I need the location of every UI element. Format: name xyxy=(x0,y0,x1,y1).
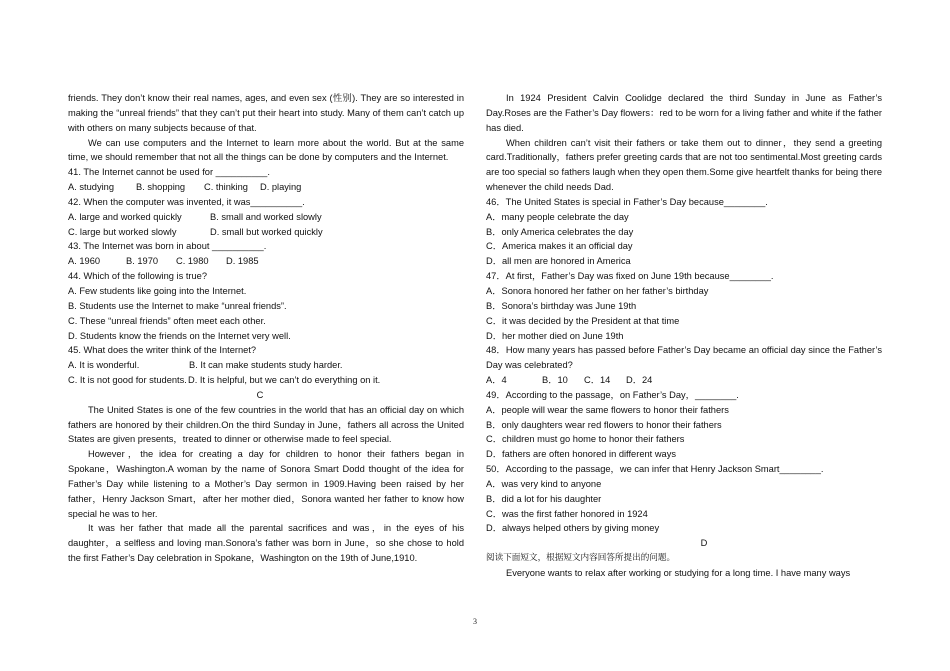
option-b: B. Students use the Internet to make “unreal friends”. xyxy=(68,300,287,311)
question-42-options xyxy=(68,210,464,225)
option-a: A．people will wear the same flowers to honor their fathers xyxy=(486,404,729,415)
option-a: A．Sonora honored her father on her father’s birthday xyxy=(486,285,709,296)
passage-c-paragraph: It was her father that made all the parental sacrifices and was，in the eyes of his daughter，a selfless and loving man.Sonora’s father was born in June，so she chose to hold the first Father’s Day celebration in Spokane，Washington on the 19th of June,1910. xyxy=(68,523,464,564)
question-46-stem: 46．The United States is special in Father’s Day because________. xyxy=(486,196,768,207)
option-c: C. These “unreal friends” often meet each other. xyxy=(68,315,266,326)
option-d: D．24 xyxy=(626,375,653,386)
option-b: B．10 xyxy=(542,375,568,386)
question-43-options xyxy=(68,254,464,269)
option-d: D．fathers are often honored in different ways xyxy=(486,449,677,460)
question-47-stem: 47．At first，Father’s Day was fixed on June 19th because________. xyxy=(486,271,774,282)
option-d: D．all men are honored in America xyxy=(486,256,631,267)
question-41-options xyxy=(68,180,464,195)
question-44-stem: 44. Which of the following is true? xyxy=(68,271,208,282)
left-column xyxy=(68,91,464,566)
option-c: C．it was decided by the President at that time xyxy=(486,315,680,326)
passage-c-paragraph: When children can’t visit their fathers or take them out to dinner，they send a greeting card.Traditionally，fathers prefer greeting cards that are not too sentimental.Most greeting cards are too special so fathers laugh when they open them.Some give heartfelt thanks for being there whenever the child needs Dad. xyxy=(486,137,883,193)
question-48-stem: 48．How many years has passed before Father’s Day became an official day since the Father’s Day was celebrated? xyxy=(486,345,882,371)
question-43-stem: 43. The Internet was born in about __________. xyxy=(68,241,267,252)
option-b: B．only daughters wear red flowers to honor their fathers xyxy=(486,419,722,430)
option-a: A．was very kind to anyone xyxy=(486,478,602,489)
question-45-options xyxy=(68,373,464,388)
option-c: C. large but worked slowly xyxy=(68,226,177,237)
passage-c-paragraph: However，the idea for creating a day for children to honor their fathers began in Spokane，Washington.A woman by the name of Sonora Smart Dodd thought of the idea for Father’s Day while listening to a Mother’s Day sermon in 1909.Having been raised by her father，Henry Jackson Smart，after her mother died，Sonora wanted her father to know how special he was to her. xyxy=(68,449,464,519)
option-a: A. large and worked quickly xyxy=(68,211,182,222)
question-42-options xyxy=(68,225,464,240)
question-41-stem: 41. The Internet cannot be used for __________. xyxy=(68,167,270,178)
option-c: C．children must go home to honor their fathers xyxy=(486,434,685,445)
option-b: B. small and worked slowly xyxy=(210,211,322,222)
option-d: D. small but worked quickly xyxy=(210,226,323,237)
page-number: 3 xyxy=(473,617,477,626)
passage-b-paragraph: friends. They don’t know their real names, ages, and even sex (性别). They are so interested in making the “unreal friends” that they can’t put their heart into study. Many of them can’t catch up with others on many subjects because of that. xyxy=(68,93,464,133)
option-b: B．Sonora’s birthday was June 19th xyxy=(486,300,637,311)
passage-c-paragraph: The United States is one of the few countries in the world that has an official day on which fathers are honored by their children.On the third Sunday in June，fathers all across the United States are given presents，treated to dinner or otherwise made to feel special. xyxy=(68,404,464,445)
option-a: A．many people celebrate the day xyxy=(486,211,629,222)
option-b: B．did a lot for his daughter xyxy=(486,493,602,504)
option-d: D. playing xyxy=(260,182,302,193)
option-d: D. It is helpful, but we can’t do everything on it. xyxy=(188,375,381,386)
option-c: C. It is not good for students. xyxy=(68,375,187,386)
option-d: D．always helped others by giving money xyxy=(486,523,660,534)
option-b: B．only America celebrates the day xyxy=(486,226,634,237)
question-50-stem: 50．According to the passage，we can infer that Henry Jackson Smart________. xyxy=(486,464,824,475)
passage-d-paragraph: Everyone wants to relax after working or studying for a long time. I have many ways xyxy=(506,568,851,578)
option-b: B. shopping xyxy=(136,182,186,193)
option-c: C. thinking xyxy=(204,182,248,193)
option-d: D．her mother died on June 19th xyxy=(486,330,624,341)
passage-c-paragraph: In 1924 President Calvin Coolidge declared the third Sunday in June as Father’s Day.Roses are the Father’s Day flowers：red to be worn for a living father and white if the father has died. xyxy=(486,93,882,133)
option-c: C. 1980 xyxy=(176,256,209,267)
section-heading-d: D xyxy=(700,538,708,549)
option-b: B. It can make students study harder. xyxy=(189,360,343,371)
option-a: A. Few students like going into the Internet. xyxy=(68,285,247,296)
option-a: A. studying xyxy=(68,182,114,193)
option-d: D. Students know the friends on the Internet very well. xyxy=(68,330,291,341)
option-d: D. 1985 xyxy=(226,256,259,267)
passage-d-instruction: 阅读下面短文，根据短文内容回答所提出的问题。 xyxy=(486,553,676,564)
option-c: C．14 xyxy=(584,375,611,386)
question-42-stem: 42. When the computer was invented, it was__________. xyxy=(68,196,305,207)
passage-b-paragraph: We can use computers and the Internet to learn more about the world. But at the same time, we should remember that not all the things can be done by computers and the Internet. xyxy=(68,137,464,163)
option-a: A. It is wonderful. xyxy=(68,360,140,371)
right-column xyxy=(486,91,882,581)
option-c: C．America makes it an official day xyxy=(486,241,633,252)
option-b: B. 1970 xyxy=(126,256,159,267)
option-a: A．4 xyxy=(486,375,507,386)
question-45-stem: 45. What does the writer think of the Internet? xyxy=(68,345,257,356)
question-45-options xyxy=(68,358,464,373)
question-49-stem: 49．According to the passage，on Father’s Day，________. xyxy=(486,389,739,400)
question-48-options xyxy=(486,373,882,388)
option-c: C．was the first father honored in 1924 xyxy=(486,508,648,519)
section-heading-c: C xyxy=(256,389,264,400)
option-a: A. 1960 xyxy=(68,256,101,267)
